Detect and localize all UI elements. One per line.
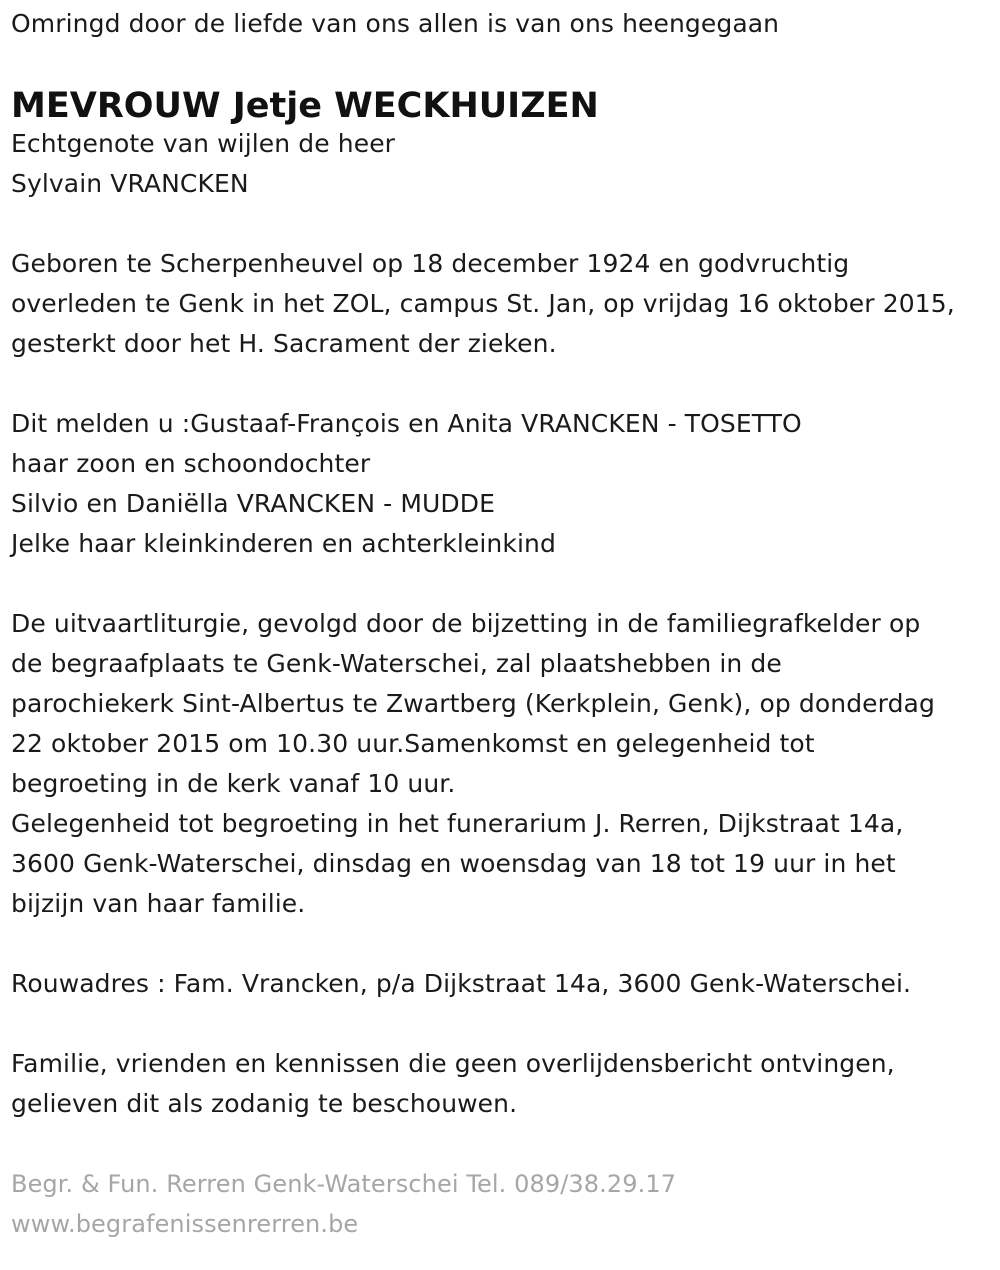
spacer [11,924,996,964]
mourning-address: Rouwadres : Fam. Vrancken, p/a Dijkstraat 14a, 3600 Genk-Waterschei. [11,969,912,998]
paragraph-line: 3600 Genk-Waterschei, dinsdag en woensdag van 18 tot 19 uur in het [11,849,896,878]
paragraph-line: Familie, vrienden en kennissen die geen overlijdensbericht ontvingen, [11,1049,895,1078]
intro-text: Omringd door de liefde van ons allen is van ons heengegaan [11,9,780,38]
funeral-paragraph [11,604,996,924]
undertaker-info: Begr. & Fun. Rerren Genk-Waterschei Tel. 089/38.29.17 [11,1170,677,1198]
spacer [11,204,996,244]
spacer [11,364,996,404]
birth-death-paragraph [11,244,996,364]
paragraph-line: overleden te Genk in het ZOL, campus St. Jan, op vrijdag 16 oktober 2015, [11,289,955,318]
paragraph-line: Jelke haar kleinkinderen en achterkleinkind [11,529,556,558]
spacer [11,564,996,604]
paragraph-line: bijzijn van haar familie. [11,889,306,918]
paragraph-line: De uitvaartliturgie, gevolgd door de bijzetting in de familiegrafkelder op [11,609,921,638]
deceased-name: MEVROUW Jetje WECKHUIZEN [11,86,599,126]
paragraph-line: Silvio en Daniëlla VRANCKEN - MUDDE [11,489,496,518]
paragraph-line: 22 oktober 2015 om 10.30 uur.Samenkomst en gelegenheid tot [11,729,815,758]
notice-paragraph [11,1044,996,1124]
obituary-document [11,0,996,1244]
paragraph-line: Dit melden u :Gustaaf-François en Anita VRANCKEN - TOSETTO [11,409,802,438]
paragraph-line: gelieven dit als zodanig te beschouwen. [11,1089,518,1118]
paragraph-line: haar zoon en schoondochter [11,449,371,478]
spouse-name: Sylvain VRANCKEN [11,169,249,198]
undertaker-footer [11,1164,996,1244]
family-paragraph [11,404,996,564]
paragraph-line: Geboren te Scherpenheuvel op 18 december 1924 en godvruchtig [11,249,850,278]
spacer [11,1004,996,1044]
paragraph-line: Gelegenheid tot begroeting in het funerarium J. Rerren, Dijkstraat 14a, [11,809,904,838]
undertaker-website: www.begrafenissenrerren.be [11,1210,359,1238]
paragraph-line: gesterkt door het H. Sacrament der zieken. [11,329,557,358]
spacer [11,1124,996,1164]
paragraph-line: de begraafplaats te Genk-Waterschei, zal plaatshebben in de [11,649,782,678]
spouse-line: Echtgenote van wijlen de heer [11,129,396,158]
paragraph-line: begroeting in de kerk vanaf 10 uur. [11,769,456,798]
paragraph-line: parochiekerk Sint-Albertus te Zwartberg (Kerkplein, Genk), op donderdag [11,689,935,718]
